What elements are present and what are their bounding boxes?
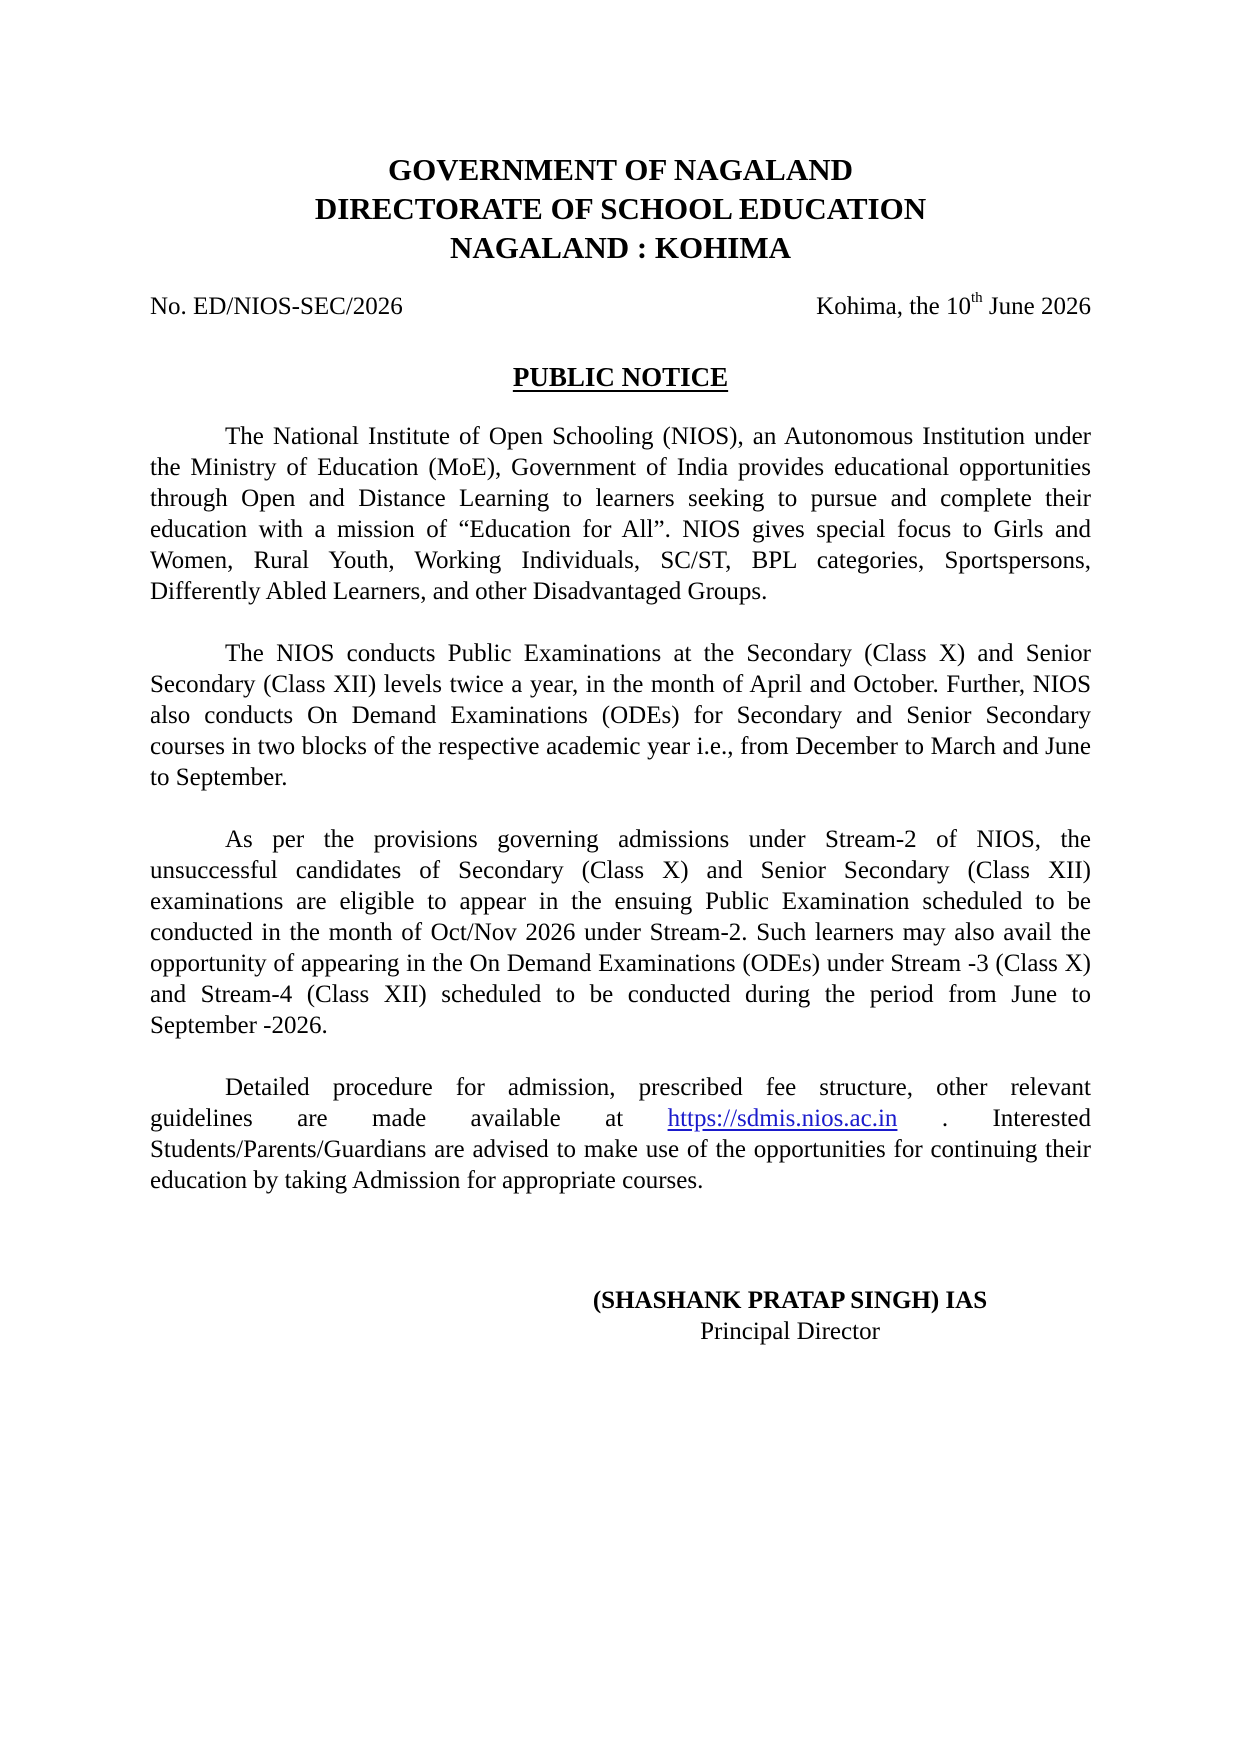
paragraph-stream-admissions: As per the provisions governing admissions under Stream-2 of NIOS, the unsuccessful candidates of Secondary (Class X) and Senior Secondary (Class XII) examinations are eligible to appear in the ensuing Public Examination scheduled to be conducted in the month of Oct/Nov 2026 under Stream-2. Such learners may also avail the opportunity of appearing in the On Demand Examinations (ODEs) under Stream -3 (Class X) and Stream-4 (Class XII) scheduled to be conducted during the period from June to September -2026. [150,826,1091,1039]
notice-body [150,421,1091,1196]
sdmis-link[interactable]: https://sdmis.nios.ac.in [667,1105,898,1132]
notice-title: PUBLIC NOTICE [512,362,729,392]
letterhead [150,150,1091,267]
signatory-designation: Principal Director [700,1318,880,1345]
procedure-rest: Students/Parents/Guardians are advised to make use of the opportunities for continuing their education by taking Admission for appropriate courses. [150,1136,1091,1194]
letterhead-government: GOVERNMENT OF NAGALAND [387,152,853,187]
procedure-line-1: Detailed procedure for admission, prescribed fee structure, other relevant [225,1074,1091,1101]
paragraph-examinations: The NIOS conducts Public Examinations at the Secondary (Class X) and Senior Secondary (Class XII) levels twice a year, in the month of April and October. Further, NIOS also conducts On Demand Examinations (ODEs) for Secondary and Senior Secondary courses in two blocks of the respective academic year i.e., from December to March and June to September. [150,640,1091,791]
date-ordinal: th [971,289,983,306]
procedure-line-2 [150,1103,1091,1134]
procedure-before-link: guidelines are made available at [150,1105,624,1132]
letterhead-location: NAGALAND : KOHIMA [450,230,791,265]
paragraph-nios-intro: The National Institute of Open Schooling (NIOS), an Autonomous Institution under the Ministry of Education (MoE), Government of India provides educational opportunities through Open and Distance Learning to learners seeking to pursue and complete their education with a mission of “Education for All”. NIOS gives special focus to Girls and Women, Rural Youth, Working Individuals, SC/ST, BPL categories, Sportspersons, Differently Abled Learners, and other Disadvantaged Groups. [150,423,1091,605]
signatory-name: (SHASHANK PRATAP SINGH) IAS [592,1287,988,1314]
notice-date [816,289,1091,322]
date-prefix: Kohima, the 10 [816,293,971,320]
letterhead-directorate: DIRECTORATE OF SCHOOL EDUCATION [314,191,927,226]
paragraph-procedure [150,1072,1091,1196]
procedure-after-link: . Interested [941,1105,1091,1132]
reference-number: No. ED/NIOS-SEC/2026 [150,293,403,320]
date-suffix: June 2026 [982,293,1091,320]
